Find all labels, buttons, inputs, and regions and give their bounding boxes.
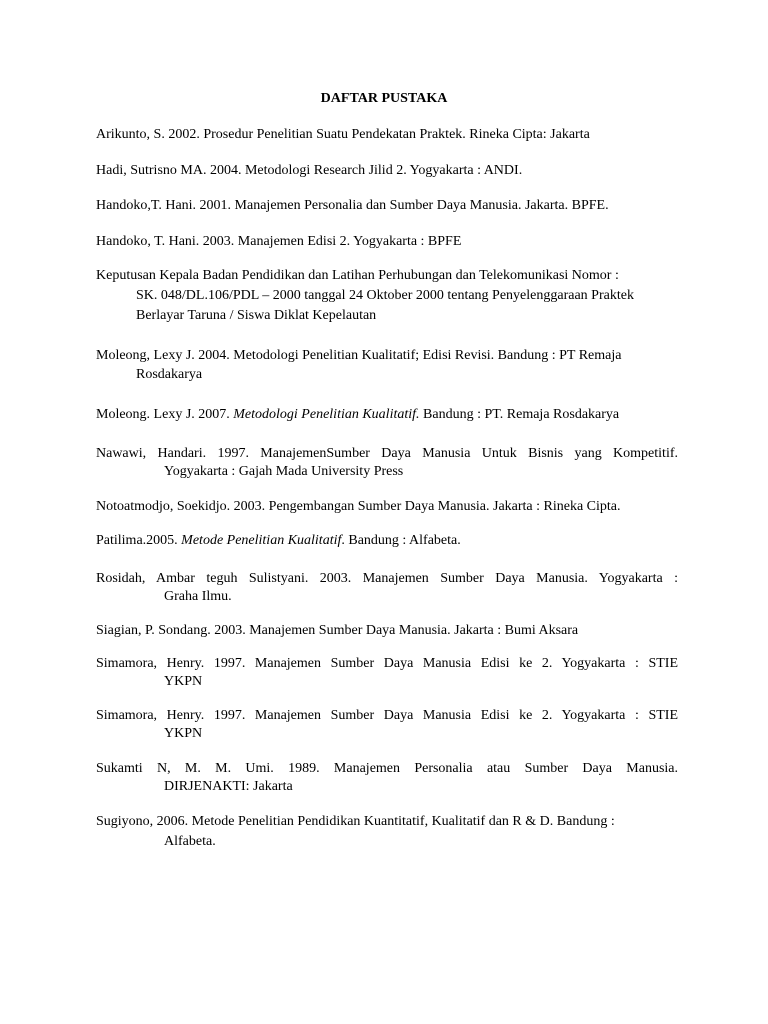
reference-entry — [96, 405, 619, 424]
reference-text: Nawawi, Handari. 1997. ManajemenSumber Daya Manusia Untuk Bisnis yang Kompetitif. — [96, 446, 678, 461]
reference-text-part: Bandung : PT. Remaja Rosdakarya — [419, 407, 620, 422]
reference-text: Handoko,T. Hani. 2001. Manajemen Personalia dan Sumber Daya Manusia. Jakarta. BPFE. — [96, 198, 609, 213]
reference-continuation: YKPN — [164, 674, 203, 689]
reference-text: Notoatmodjo, Soekidjo. 2003. Pengembangan Sumber Daya Manusia. Jakarta : Rineka Cipta. — [96, 499, 621, 514]
reference-entry — [96, 531, 461, 550]
reference-continuation: Berlayar Taruna / Siswa Diklat Kepelautan — [136, 308, 377, 323]
reference-text-part: . Bandung : Alfabeta. — [341, 533, 461, 548]
reference-entry — [96, 266, 634, 326]
reference-entry — [96, 760, 678, 796]
reference-entry — [96, 125, 590, 144]
reference-entry — [96, 232, 461, 251]
reference-text: Hadi, Sutrisno MA. 2004. Metodologi Research Jilid 2. Yogyakarta : ANDI. — [96, 163, 523, 178]
reference-text: Handoko, T. Hani. 2003. Manajemen Edisi 2. Yogyakarta : BPFE — [96, 234, 462, 249]
reference-text: Sugiyono, 2006. Metode Penelitian Pendidikan Kuantitatif, Kualitatif dan R & D. Bandung : — [96, 814, 615, 829]
reference-text: Moleong, Lexy J. 2004. Metodologi Penelitian Kualitatif; Edisi Revisi. Bandung : PT Remaja — [96, 348, 622, 363]
reference-text-part: Moleong. Lexy J. 2007. — [96, 407, 234, 422]
reference-continuation: SK. 048/DL.106/PDL – 2000 tanggal 24 Oktober 2000 tentang Penyelenggaraan Praktek — [136, 288, 634, 303]
reference-entry — [96, 707, 678, 743]
reference-entry — [96, 570, 678, 606]
reference-text: Sukamti N, M. M. Umi. 1989. Manajemen Personalia atau Sumber Daya Manusia. — [96, 761, 678, 776]
reference-book-title: Metodologi Penelitian Kualitatif. — [233, 407, 420, 422]
reference-continuation: Graha Ilmu. — [164, 589, 232, 604]
reference-continuation: Alfabeta. — [164, 834, 216, 849]
reference-entry — [96, 445, 678, 481]
reference-text: Simamora, Henry. 1997. Manajemen Sumber Daya Manusia Edisi ke 2. Yogyakarta : STIE — [96, 708, 678, 723]
reference-entry — [96, 812, 615, 852]
reference-text — [96, 531, 461, 550]
reference-entry — [96, 655, 678, 691]
reference-text: Rosidah, Ambar teguh Sulistyani. 2003. Manajemen Sumber Daya Manusia. Yogyakarta : — [96, 571, 678, 586]
reference-continuation: DIRJENAKTI: Jakarta — [164, 779, 293, 794]
reference-entry — [96, 196, 609, 215]
reference-entry — [96, 621, 578, 640]
reference-continuation: Rosdakarya — [136, 367, 203, 382]
reference-text-part: Patilima.2005. — [96, 533, 182, 548]
page-title: DAFTAR PUSTAKA — [320, 91, 448, 106]
reference-text: Keputusan Kepala Badan Pendidikan dan Latihan Perhubungan dan Telekomunikasi Nomor : — [96, 268, 619, 283]
reference-entry — [96, 346, 621, 384]
reference-entry — [96, 161, 522, 180]
reference-continuation: Yogyakarta : Gajah Mada University Press — [164, 464, 404, 479]
reference-text: Siagian, P. Sondang. 2003. Manajemen Sumber Daya Manusia. Jakarta : Bumi Aksara — [96, 623, 579, 638]
reference-text: Simamora, Henry. 1997. Manajemen Sumber Daya Manusia Edisi ke 2. Yogyakarta : STIE — [96, 656, 678, 671]
reference-continuation: YKPN — [164, 726, 203, 741]
reference-entry — [96, 497, 621, 516]
reference-book-title: Metode Penelitian Kualitatif — [181, 533, 342, 548]
reference-text — [96, 405, 619, 424]
reference-text: Arikunto, S. 2002. Prosedur Penelitian Suatu Pendekatan Praktek. Rineka Cipta: Jakarta — [96, 127, 590, 142]
